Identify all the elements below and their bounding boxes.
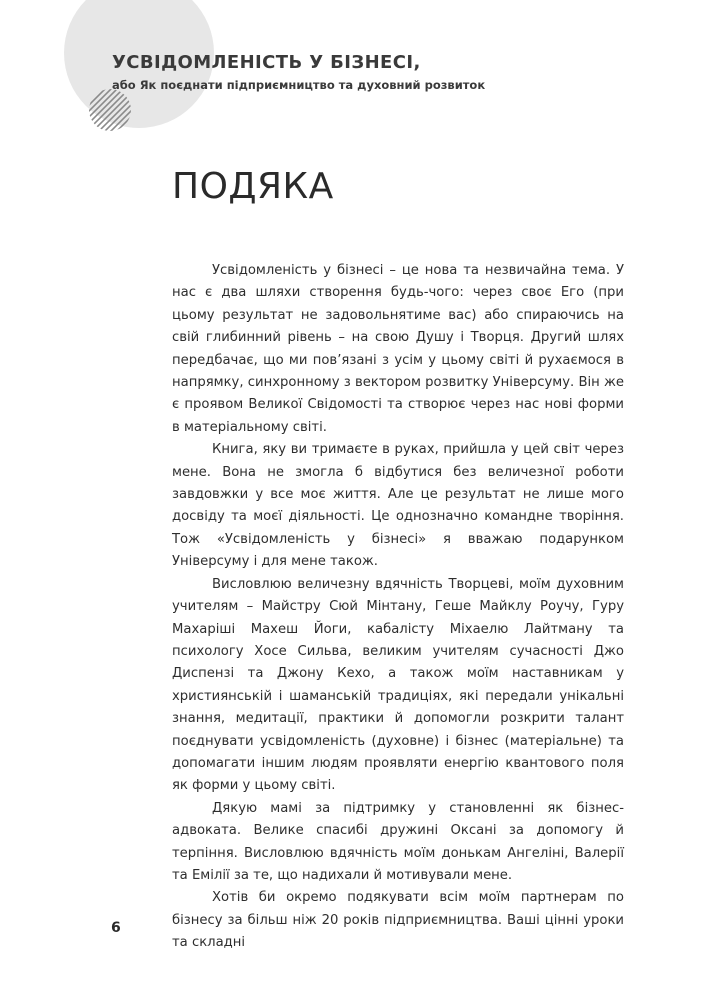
paragraph: Висловлюю величезну вдячність Творцеві, моїм духовним учителям – Майстру Сюй Мінтану, Геше Майклу Роучу, Гуру Махаріші Махеш Йоги, кабалісту Міхаелю Лайтману та психологу Хосе Сильва, великим учителям сучасності Джо Диспензі та Джону Кехо, а також моїм наставникам у християнській і шаманській традиціях, які передали унікальні знання, медитації, практики й допомогли розкрити талант поєднувати усвідомленість (духовне) і бізнес (матеріальне) та допомагати іншим людям проявляти енергію квантового поля як форми у цьому світі. bbox=[172, 576, 624, 794]
chapter-title: ПОДЯКА bbox=[172, 166, 334, 207]
chapter-body bbox=[172, 260, 624, 955]
striped-circle-ornament bbox=[88, 88, 132, 132]
paragraph: Книга, яку ви тримаєте в руках, прийшла у цей світ через мене. Вона не змогла б відбутися без величезної роботи завдовжки у все моє життя. Але це результат не лише мого досвіду та моєї діяльності. Це однозначно командне творіння. Тож «Усвідомленість у бізнесі» я вважаю подарунком Універсуму і для мене також. bbox=[172, 442, 624, 570]
running-header-title: УСВІДОМЛЕНІСТЬ У БІЗНЕСІ, bbox=[112, 52, 421, 73]
page-number: 6 bbox=[111, 920, 121, 936]
paragraph: Дякую мамі за підтримку у становленні як бізнес-адвоката. Велике спасибі дружині Оксані за допомогу й терпіння. Висловлюю вдячність моїм донькам Ангеліні, Валерії та Емілії за те, що надихали й мотивували мене. bbox=[172, 800, 624, 883]
paragraph: Усвідомленість у бізнесі – це нова та незвичайна тема. У нас є два шляхи створення будь-чого: через своє Его (при цьому результат не задовольнятиме вас) або спираючись на свій глибинний рівень – на свою Душу і Творця. Другий шлях передбачає, що ми пов’язані з усім у цьому світі й рухаємося в напрямку, синхронному з вектором розвитку Універсуму. Він же є проявом Великої Свідомості та створює через нас нові форми в матеріальному світі. bbox=[172, 263, 624, 435]
paragraph: Хотів би окремо подякувати всім моїм партнерам по бізнесу за більш ніж 20 років підприємництва. Ваші цінні уроки та складні bbox=[172, 890, 624, 951]
running-header-subtitle: або Як поєднати підприємництво та духовний розвиток bbox=[112, 78, 486, 92]
